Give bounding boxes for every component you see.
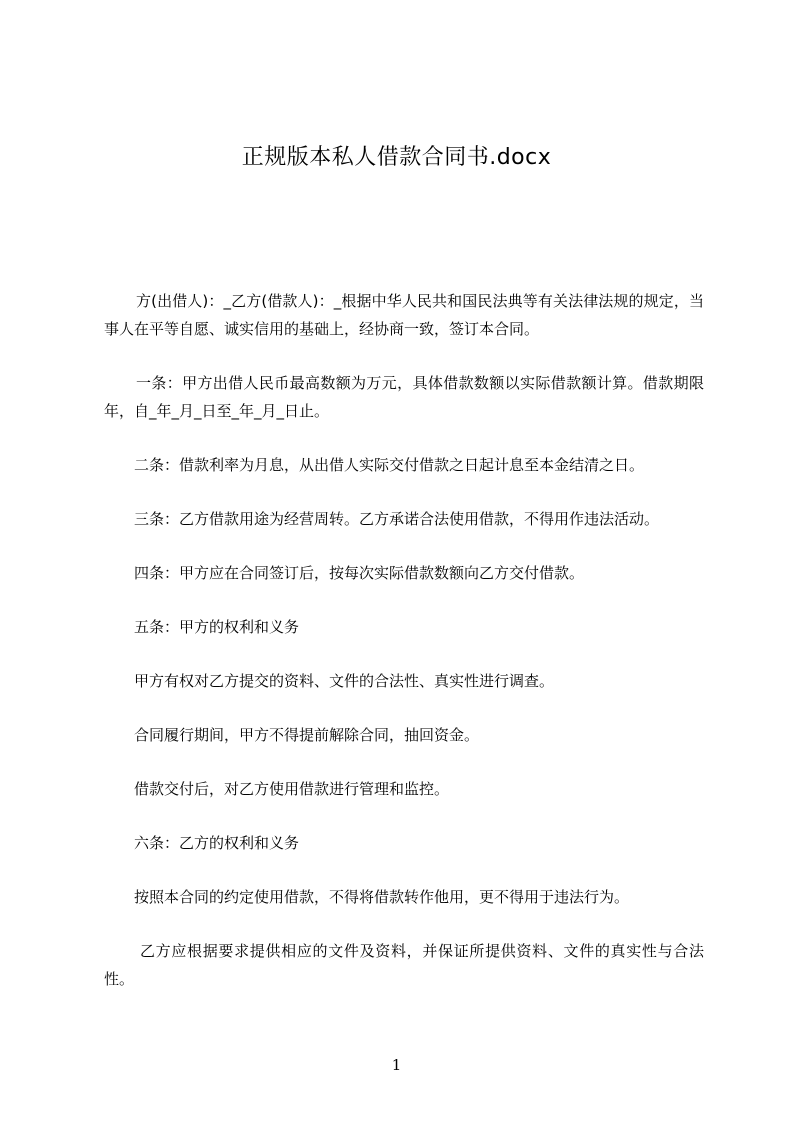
clause-6-item-2: 乙方应根据要求提供相应的文件及资料，并保证所提供资料、文件的真实性与合法性。 — [104, 942, 704, 988]
intro-paragraph: 方(出借人)：_乙方(借款人)：_根据中华人民共和国民法典等有关法律法规的规定，当事人在平等自愿、诚实信用的基础上，经协商一致，签订本合同。 — [104, 292, 704, 338]
clause-1-paragraph: 一条：甲方出借人民币最高数额为万元，具体借款数额以实际借款额计算。借款期限年，自_年_月_日至_年_月_日止。 — [104, 374, 704, 420]
clause-5-item-3: 借款交付后，对乙方使用借款进行管理和监控。 — [134, 780, 450, 798]
document-title: 正规版本私人借款合同书.docx — [241, 145, 552, 170]
clause-5-item-2: 合同履行期间，甲方不得提前解除合同，抽回资金。 — [134, 726, 480, 744]
clause-6-heading: 六条：乙方的权利和义务 — [134, 834, 300, 852]
document-body — [104, 287, 704, 1019]
clause-4-paragraph: 四条：甲方应在合同签订后，按每次实际借款数额向乙方交付借款。 — [134, 564, 585, 582]
clause-3-paragraph: 三条：乙方借款用途为经营周转。乙方承诺合法使用借款，不得用作违法活动。 — [134, 510, 660, 528]
clause-5-heading: 五条：甲方的权利和义务 — [134, 618, 300, 636]
clause-2-paragraph: 二条：借款利率为月息，从出借人实际交付借款之日起计息至本金结清之日。 — [134, 456, 645, 474]
clause-6-item-1: 按照本合同的约定使用借款，不得将借款转作他用，更不得用于违法行为。 — [134, 888, 630, 906]
clause-5-item-1: 甲方有权对乙方提交的资料、文件的合法性、真实性进行调查。 — [134, 672, 555, 690]
page-number: 1 — [391, 1056, 402, 1074]
